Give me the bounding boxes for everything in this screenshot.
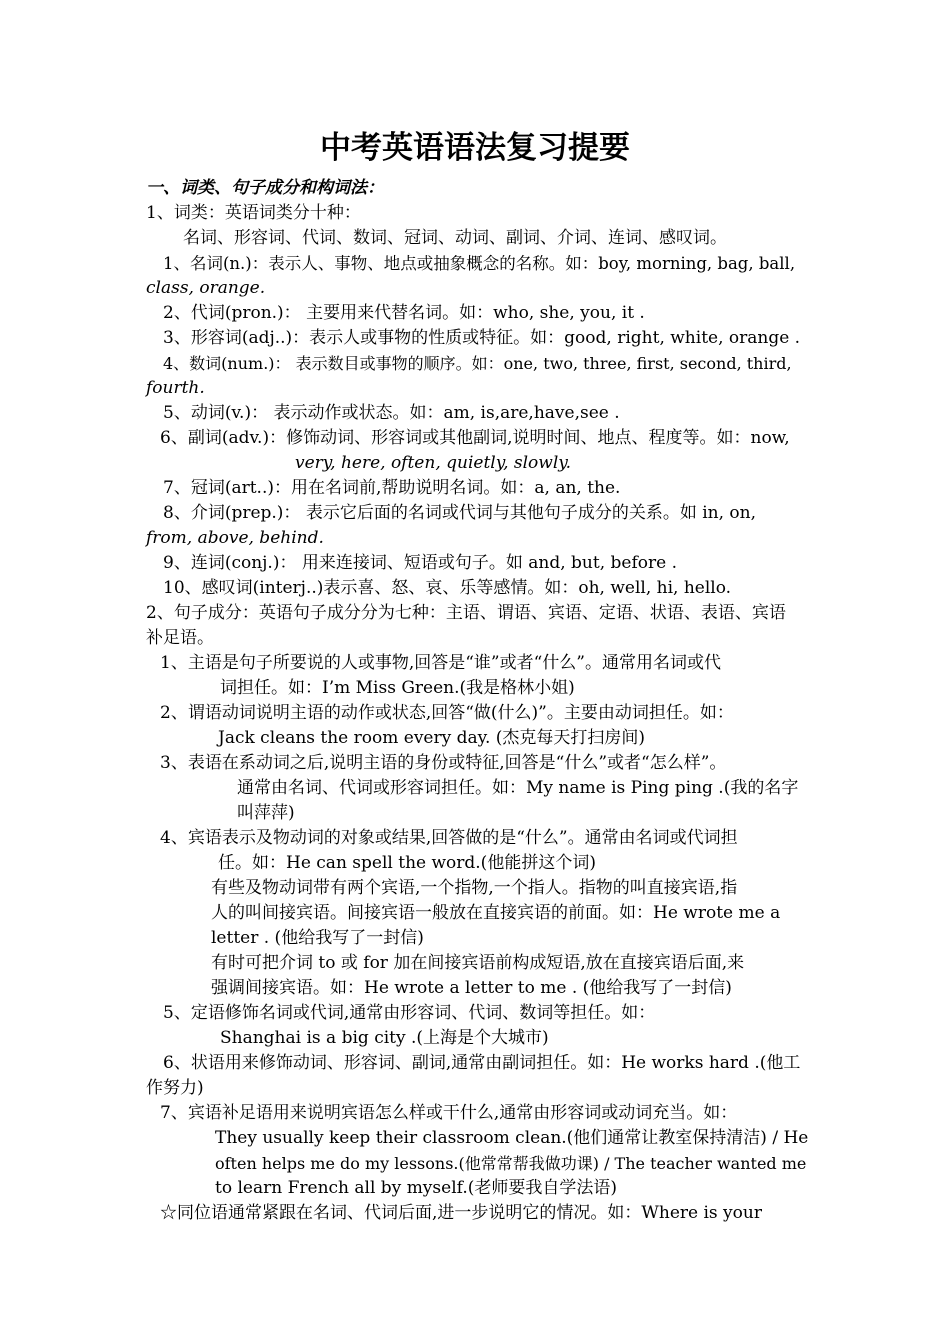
text-line: 有些及物动词带有两个宾语,一个指物,一个指人。指物的叫直接宾语,指 (211, 878, 738, 898)
text-line: 叫萍萍) (237, 803, 295, 823)
text-line: 有时可把介词 to 或 for 加在间接宾语前构成短语,放在直接宾语后面,来 (211, 953, 745, 973)
text-line: 1、主语是句子所要说的人或事物,回答是“谁”或者“什么”。通常用名词或代 (160, 653, 721, 673)
text-line: 6、状语用来修饰动词、形容词、副词,通常由副词担任。如：He works hard .(他工 (163, 1053, 801, 1073)
text-line: 8、介词(prep.)： 表示它后面的名词或代词与其他句子成分的关系。如 in, on, (163, 503, 757, 523)
text-line: 强调间接宾语。如：He wrote a letter to me . (他给我写了一封信) (211, 978, 732, 998)
text-line: 9、连词(conj.)： 用来连接词、短语或句子。如 and, but, before . (163, 553, 677, 573)
text-line: 7、宾语补足语用来说明宾语怎么样或干什么,通常由形容词或动词充当。如： (160, 1103, 738, 1123)
text-line: 补足语。 (146, 628, 214, 648)
text-line: 10、感叹词(interj..)表示喜、怒、哀、乐等感情。如：oh, well, hi, hello. (163, 578, 732, 598)
page-title: 中考英语语法复习提要 (320, 130, 630, 166)
text-line: 4、数词(num.)： 表示数目或事物的顺序。如：one, two, three, first, second, third, (163, 354, 792, 373)
text-line: 6、副词(adv.)：修饰动词、形容词或其他副词,说明时间、地点、程度等。如：now, (160, 428, 790, 448)
text-line: fourth. (146, 378, 205, 398)
text-line: 3、表语在系动词之后,说明主语的身份或特征,回答是“什么”或者“怎么样”。 (160, 753, 727, 773)
text-line: Shanghai is a big city .(上海是个大城市) (220, 1028, 549, 1048)
text-line: 2、句子成分：英语句子成分分为七种：主语、谓语、宾语、定语、状语、表语、宾语 (146, 603, 786, 623)
text-line: often helps me do my lessons.(他常常帮我做功课) / The teacher wanted me (215, 1154, 807, 1173)
text-line: 任。如：He can spell the word.(他能拼这个词) (218, 853, 596, 873)
text-line: 1、名词(n.)：表示人、事物、地点或抽象概念的名称。如：boy, morning, bag, ball, (163, 254, 796, 273)
text-line: 通常由名词、代词或形容词担任。如：My name is Ping ping .(我的名字 (237, 778, 799, 798)
section-heading: 一、词类、句子成分和构词法： (146, 178, 384, 198)
text-line: to learn French all by myself.(老师要我自学法语) (215, 1178, 617, 1198)
text-line: 词担任。如：I’m Miss Green.(我是格林小姐) (220, 678, 575, 698)
text-line: 1、词类：英语词类分十种： (146, 203, 361, 223)
text-line: 4、宾语表示及物动词的对象或结果,回答做的是“什么”。通常由名词或代词担 (160, 828, 738, 848)
text-line: 5、定语修饰名词或代词,通常由形容词、代词、数词等担任。如： (163, 1003, 656, 1023)
text-line: ☆同位语通常紧跟在名词、代词后面,进一步说明它的情况。如：Where is your (160, 1203, 762, 1223)
text-line: 5、动词(v.)： 表示动作或状态。如：am, is,are,have,see . (163, 403, 620, 423)
text-line: very, here, often, quietly, slowly. (295, 453, 572, 473)
text-line: 7、冠词(art..)：用在名词前,帮助说明名词。如：a, an, the. (163, 478, 621, 498)
text-line: 作努力) (146, 1078, 204, 1098)
text-line: 2、谓语动词说明主语的动作或状态,回答“做(什么)”。主要由动词担任。如： (160, 703, 734, 723)
text-line: class, orange. (146, 278, 266, 298)
text-line: 3、形容词(adj..)：表示人或事物的性质或特征。如：good, right, white, orange . (163, 328, 801, 348)
text-line: 2、代词(pron.)： 主要用来代替名词。如：who, she, you, it . (163, 303, 645, 323)
text-line: 名词、形容词、代词、数词、冠词、动词、副词、介词、连词、感叹词。 (183, 228, 727, 248)
text-line: from, above, behind. (146, 528, 324, 548)
text-line: letter . (他给我写了一封信) (211, 928, 424, 948)
text-line: Jack cleans the room every day. (杰克每天打扫房间) (218, 728, 646, 748)
text-line: They usually keep their classroom clean.(他们通常让教室保持清洁) / He (215, 1128, 809, 1148)
text-line: 人的叫间接宾语。间接宾语一般放在直接宾语的前面。如：He wrote me a (211, 903, 781, 923)
